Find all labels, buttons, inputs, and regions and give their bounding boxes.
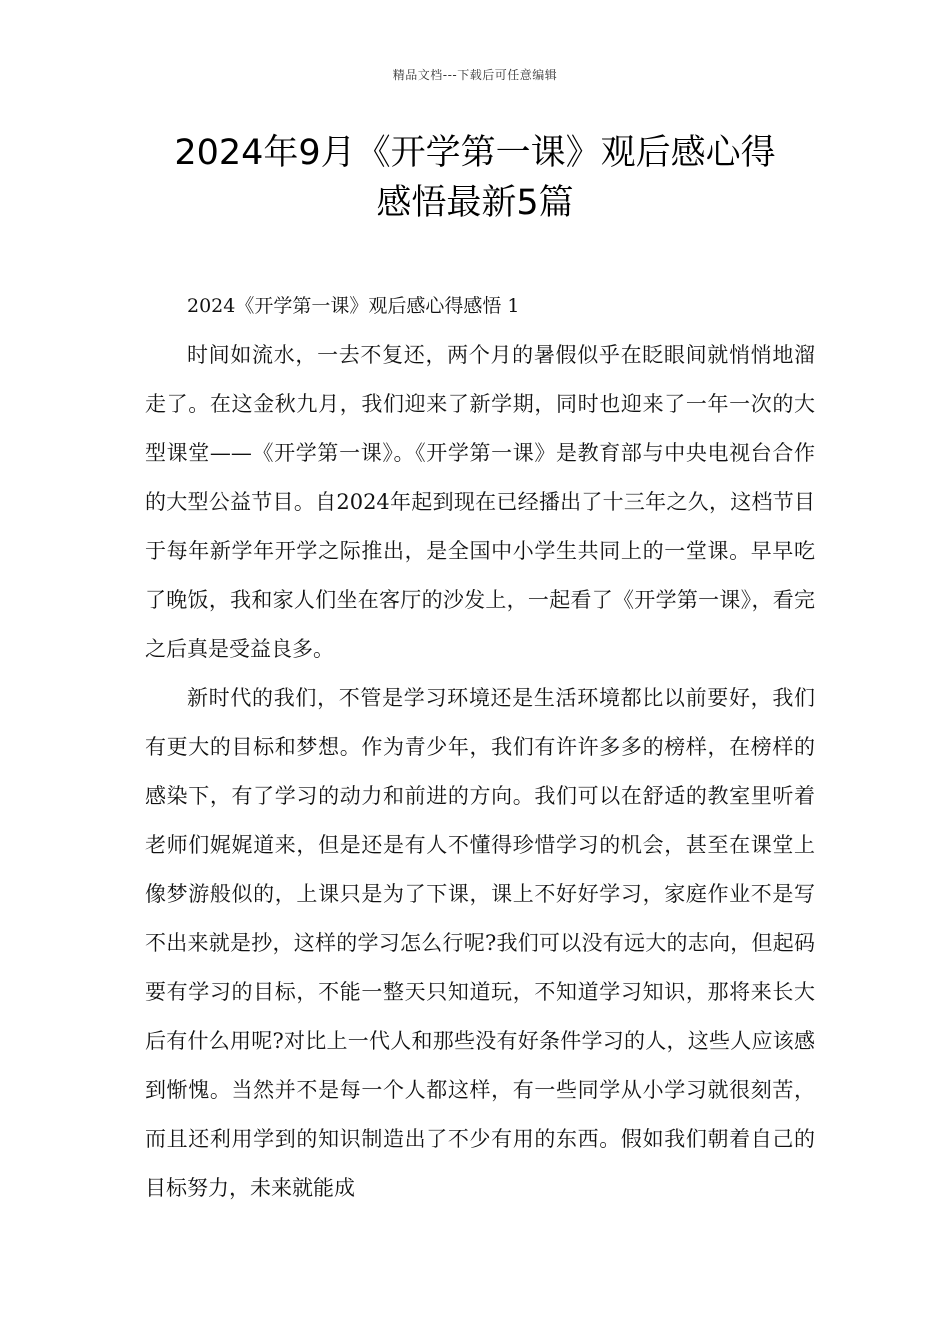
page-header: 精品文档---下载后可任意编辑 [392, 68, 558, 82]
document-title-line-1: 2024年9月《开学第一课》观后感心得 [174, 133, 776, 173]
document-title [120, 128, 830, 228]
section-heading: 2024《开学第一课》观后感心得感悟 1 [187, 295, 520, 317]
document-title-line-2: 感悟最新5篇 [376, 183, 574, 223]
body-paragraph-1: 时间如流水，一去不复还，两个月的暑假似乎在眨眼间就悄悄地溜走了。在这金秋九月，我们迎来了新学期，同时也迎来了一年一次的大型课堂——《开学第一课》。《开学第一课》是教育部与中央电视台合作的大型公益节目。自2024年起到现在已经播出了十三年之久，这档节目于每年新学年开学之际推出，是全国中小学生共同上的一堂课。早早吃了晚饭，我和家人们坐在客厅的沙发上，一起看了《开学第一课》，看完之后真是受益良多。 [145, 343, 815, 661]
document-body [145, 282, 815, 1213]
body-paragraph-2: 新时代的我们，不管是学习环境还是生活环境都比以前要好，我们有更大的目标和梦想。作为青少年，我们有许许多多的榜样，在榜样的感染下，有了学习的动力和前进的方向。我们可以在舒适的教室里听着老师们娓娓道来，但是还是有人不懂得珍惜学习的机会，甚至在课堂上像梦游般似的，上课只是为了下课，课上不好好学习，家庭作业不是写不出来就是抄，这样的学习怎么行呢?我们可以没有远大的志向，但起码要有学习的目标，不能一整天只知道玩，不知道学习知识，那将来长大后有什么用呢?对比上一代人和那些没有好条件学习的人，这些人应该感到惭愧。当然并不是每一个人都这样，有一些同学从小学习就很刻苦，而且还利用学到的知识制造出了不少有用的东西。假如我们朝着自己的目标努力，未来就能成 [145, 686, 815, 1200]
